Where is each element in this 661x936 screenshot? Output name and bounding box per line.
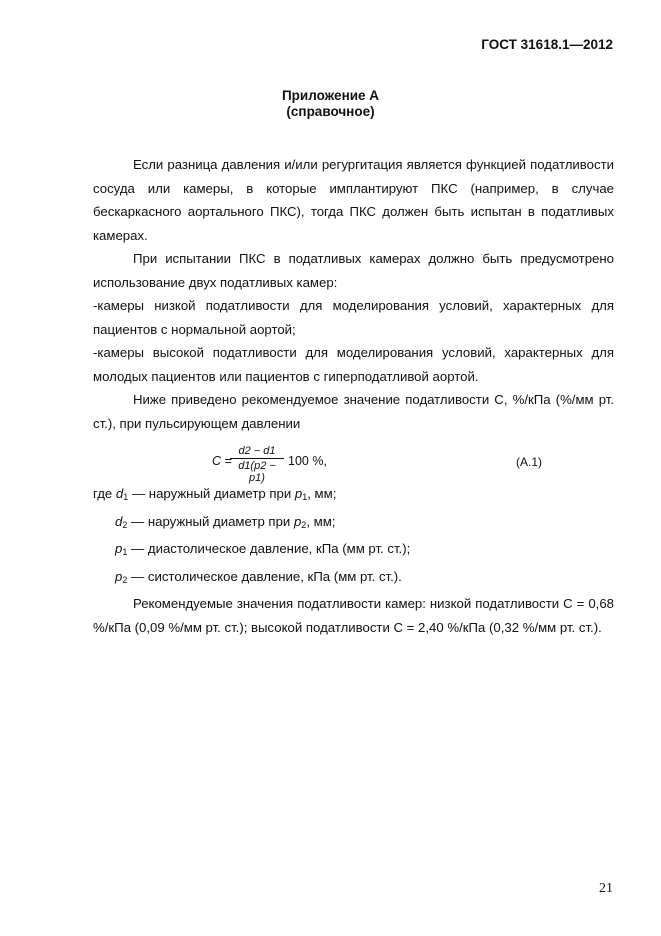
definition-d1-text: — наружный диаметр при — [131, 486, 292, 501]
list-item-1 — [93, 294, 614, 341]
list-dash: - — [93, 298, 98, 313]
formula-rhs: 100 %, — [288, 454, 327, 468]
definition-d2: $d_2$ — наружный диаметр при $p_2$, мм; — [115, 513, 336, 530]
list-item-2-text: камеры высокой податливости для моделирования условий, характерных для молодых пациентов или пациентов с гиперподатливой аортой. — [93, 345, 614, 384]
definition-d1: где $d_1$ — наружный диаметр при $p_1$, мм; — [93, 486, 337, 502]
paragraph-2: При испытании ПКС в податливых камерах должно быть предусмотрено использование двух податливых камер: — [93, 251, 614, 290]
definition-p1: $p_1$ — диастолическое давление, кПа (мм рт. ст.); — [115, 541, 411, 557]
definition-d1-tail: , мм; — [307, 486, 337, 501]
where-word: где — [93, 486, 113, 501]
definition-p2-text: — систолическое давление, кПа (мм рт. ст.). — [131, 568, 402, 584]
formula-denominator: d1(p2 − p1) — [238, 460, 276, 484]
definitions — [93, 482, 614, 639]
definition-p2: $p_2$ — систолическое давление, кПа (мм рт. ст.). — [115, 568, 402, 585]
appendix-title: Приложение А — [281, 88, 380, 103]
definition-d2-text: — наружный диаметр при — [131, 513, 291, 529]
definition-p1-text: — диастолическое давление, кПа (мм рт. ст.); — [131, 541, 411, 556]
paragraph-1: Если разница давления и/или регургитация является функцией податливости сосуда или камеры, в которые имплантируют ПКС (например, в случае бескаркасного аортального ПКС), тогда ПКС должен быть испытан в податливых камерах. — [93, 157, 614, 243]
formula-fraction — [230, 445, 284, 484]
appendix-subtitle: (справочное) — [286, 104, 375, 119]
main-text — [93, 153, 614, 435]
formula-numerator: d2 − d1 — [230, 445, 284, 459]
paragraph-3: Ниже приведено рекомендуемое значение податливости С, %/кПа (%/мм рт. ст.), при пульсирующем давлении — [93, 392, 614, 431]
paragraph-4: Рекомендуемые значения податливости камер: низкой податливости С = 0,68 %/кПа (0,09 %/мм рт. ст.); высокой податливости С = 2,40 %/кПа (0,32 %/мм рт. ст.). — [93, 596, 614, 635]
list-dash: - — [93, 345, 98, 360]
list-item-1-text: камеры низкой податливости для моделирования условий, характерных для пациентов с нормальной аортой; — [93, 298, 614, 337]
document-code: ГОСТ 31618.1—2012 — [481, 37, 613, 52]
formula-number: (А.1) — [516, 455, 543, 469]
page-number: 21 — [599, 881, 613, 896]
list-item-2 — [93, 341, 614, 388]
formula-lhs: C = — [212, 454, 232, 468]
definition-d2-tail: , мм; — [306, 513, 336, 529]
